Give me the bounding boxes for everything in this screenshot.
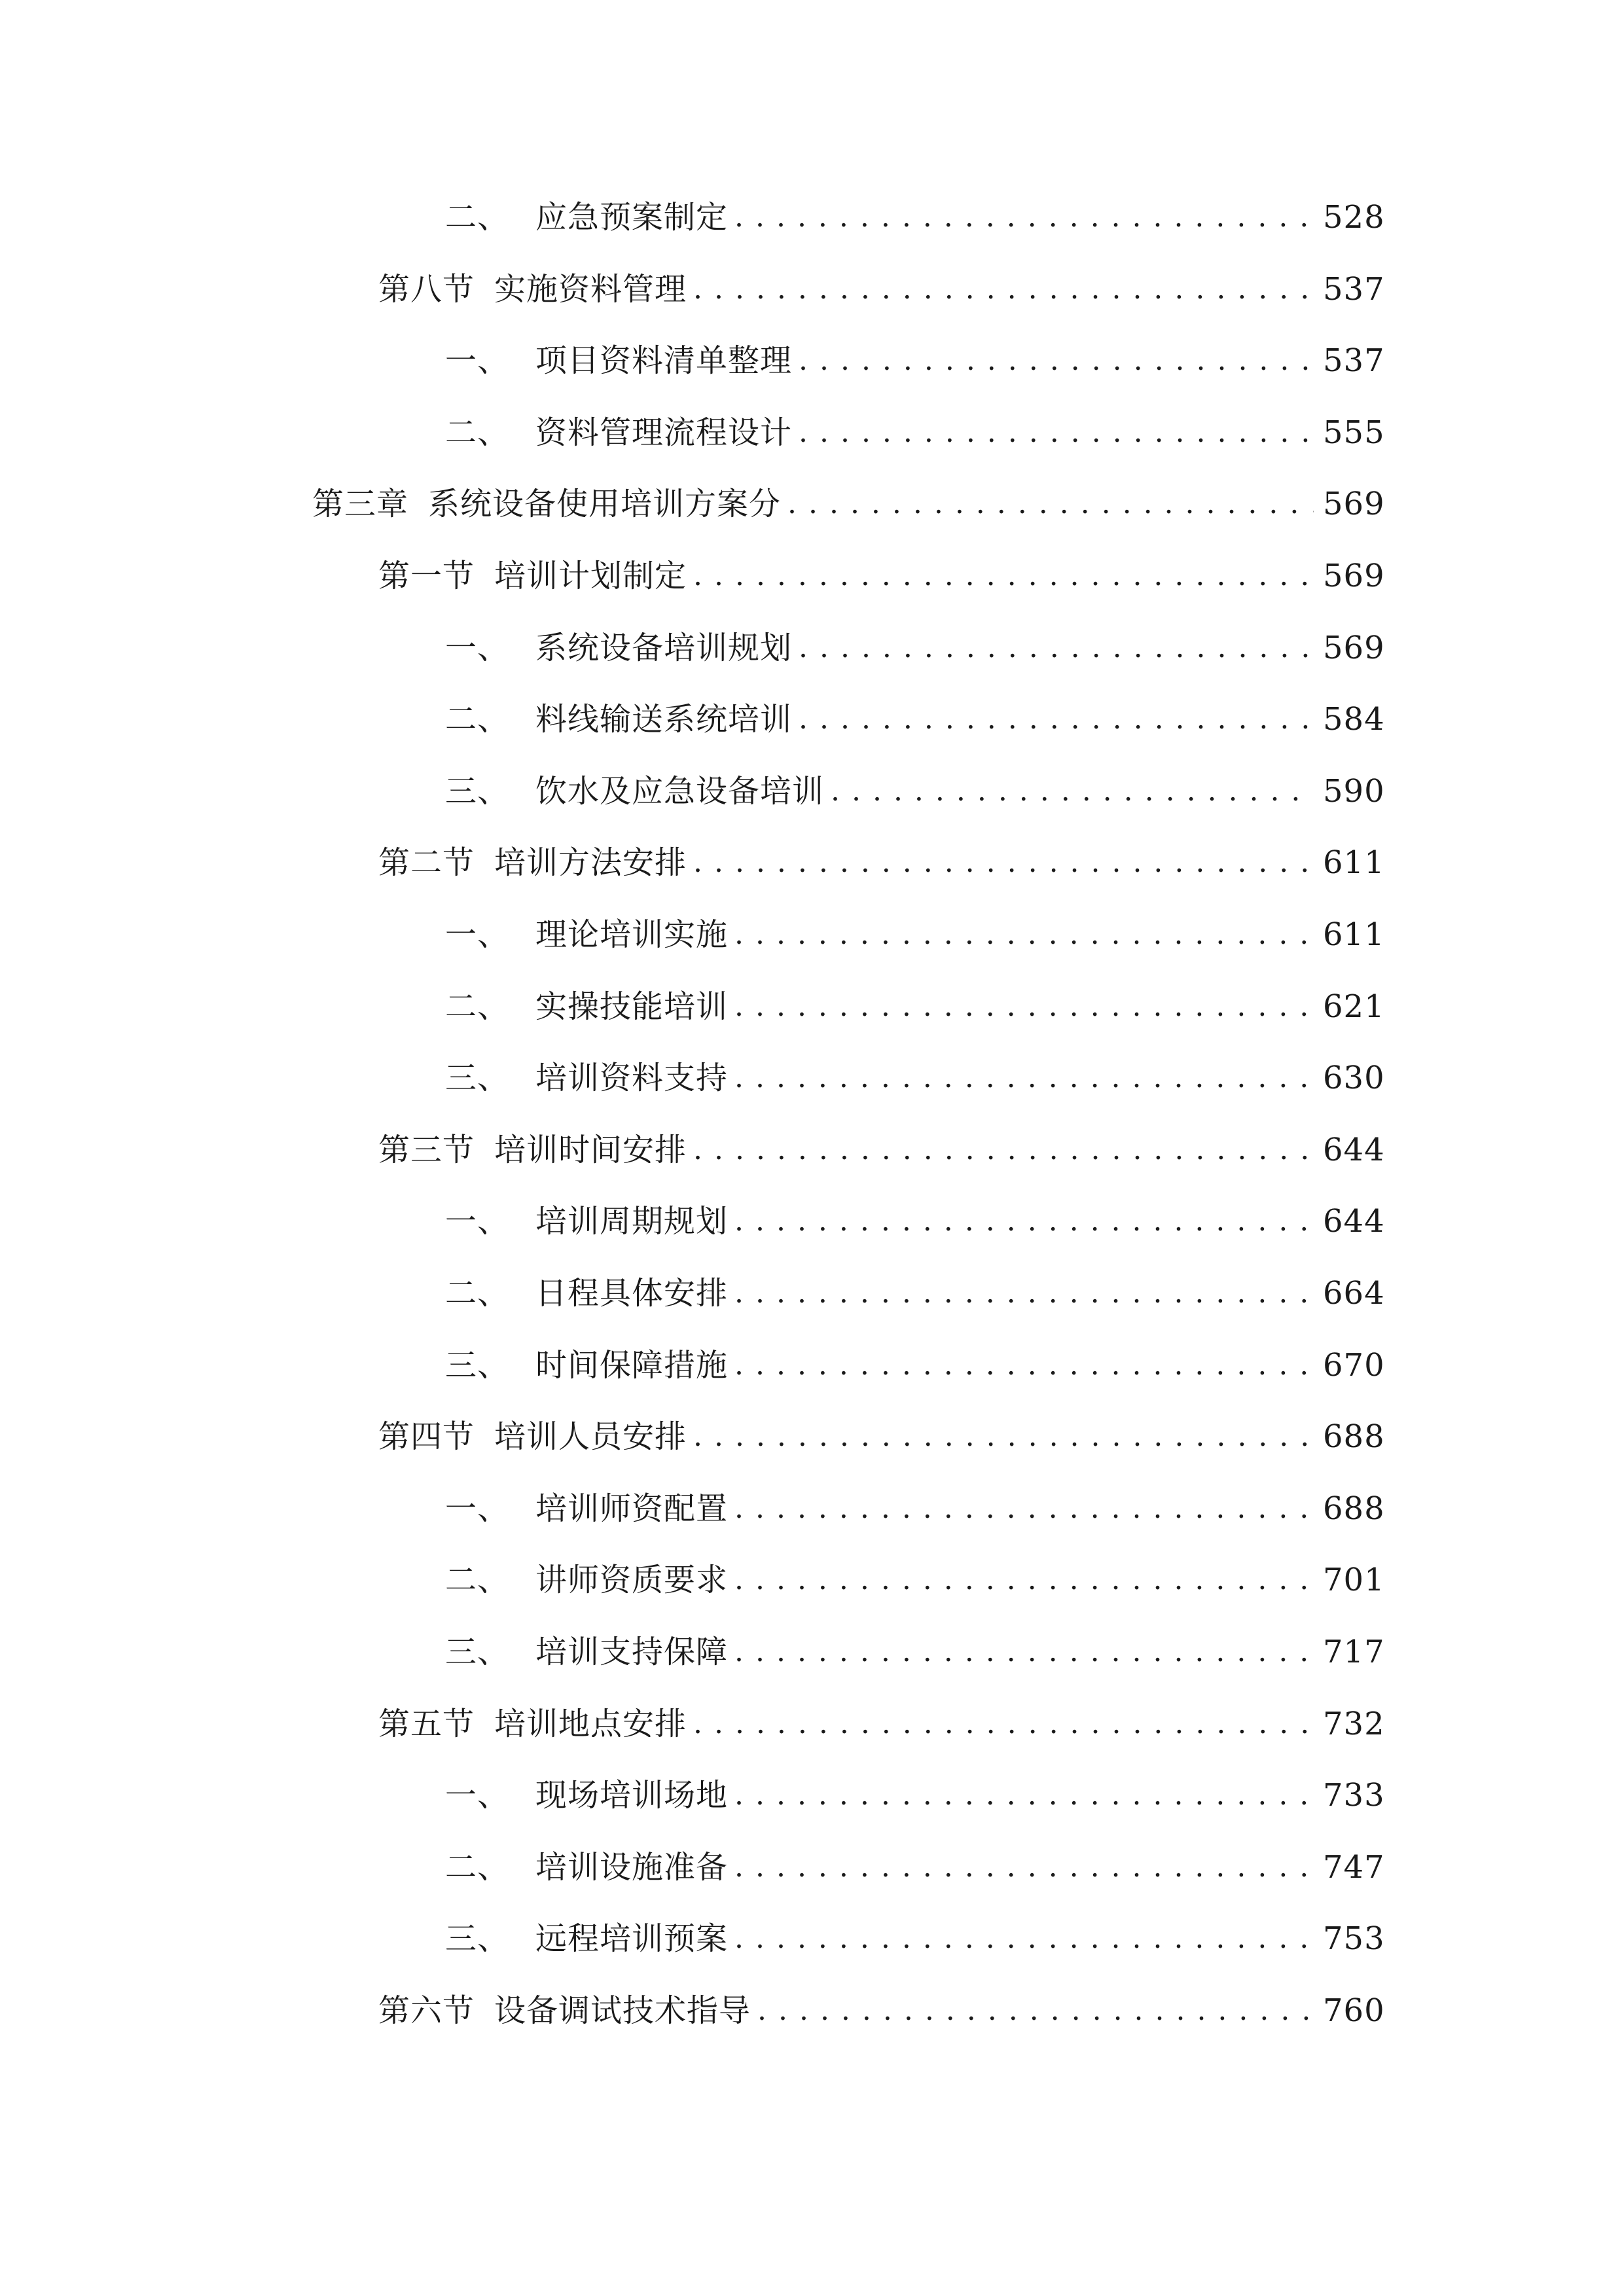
toc-entry-page-number: 569 [1323, 630, 1385, 666]
toc-entry-page-number: 528 [1323, 199, 1385, 236]
toc-entry[interactable] [378, 1124, 1385, 1176]
toc-entry-page-number: 630 [1323, 1060, 1385, 1096]
toc-entry-number: 二、 [445, 1275, 510, 1312]
toc-entry-title: 料线输送系统培训 [535, 701, 793, 738]
toc-entry-page-number: 644 [1323, 1203, 1385, 1240]
toc-entry-number: 一、 [445, 1203, 510, 1240]
toc-entry[interactable] [445, 334, 1385, 387]
toc-entry-number: 一、 [445, 630, 510, 666]
toc-dot-leader [734, 1052, 1314, 1104]
toc-dot-leader [831, 765, 1314, 817]
toc-entry-title: 培训周期规划 [535, 1203, 729, 1240]
toc-entry-title: 应急预案制定 [535, 199, 729, 236]
toc-entry[interactable] [445, 1339, 1385, 1391]
toc-dot-leader [693, 1698, 1314, 1750]
toc-entry-page-number: 584 [1323, 701, 1385, 738]
toc-entry-page-number: 688 [1323, 1490, 1385, 1527]
toc-entry-number: 三、 [445, 773, 510, 810]
toc-entry-page-number: 537 [1323, 342, 1385, 379]
toc-entry-title: 培训师资配置 [535, 1490, 729, 1527]
toc-entry-title: 实操技能培训 [535, 988, 729, 1025]
toc-dot-leader [693, 263, 1314, 315]
toc-entry-title: 系统设备使用培训方案分 [428, 486, 782, 522]
toc-dot-leader [734, 980, 1314, 1033]
toc-dot-leader [734, 1841, 1314, 1893]
toc-dot-leader [693, 836, 1314, 889]
toc-entry-number: 第三节 [378, 1132, 475, 1168]
toc-entry[interactable] [445, 622, 1385, 674]
toc-entry-number: 第八节 [378, 271, 475, 308]
toc-dot-leader [734, 1912, 1314, 1965]
toc-entry-title: 理论培训实施 [535, 916, 729, 953]
toc-entry-page-number: 733 [1323, 1777, 1385, 1814]
toc-entry-title: 培训地点安排 [494, 1706, 687, 1742]
toc-entry-page-number: 537 [1323, 271, 1385, 308]
toc-entry-title: 培训人员安排 [494, 1418, 687, 1455]
toc-entry[interactable] [378, 1410, 1385, 1463]
toc-entry-title: 培训计划制定 [494, 558, 687, 594]
toc-entry-page-number: 611 [1323, 844, 1385, 881]
toc-dot-leader [734, 1267, 1314, 1319]
toc-entry-number: 第五节 [378, 1706, 475, 1742]
toc-entry[interactable] [378, 836, 1385, 889]
toc-entry[interactable] [445, 1554, 1385, 1606]
toc-entry-number: 二、 [445, 1849, 510, 1886]
toc-entry-page-number: 753 [1323, 1920, 1385, 1957]
toc-entry-number: 二、 [445, 1562, 510, 1598]
toc-entry[interactable] [445, 980, 1385, 1033]
toc-entry[interactable] [445, 1267, 1385, 1319]
toc-entry-number: 一、 [445, 1777, 510, 1814]
toc-dot-leader [693, 550, 1314, 602]
toc-entry-title: 日程具体安排 [535, 1275, 729, 1312]
toc-dot-leader [734, 1339, 1314, 1391]
toc-dot-leader [734, 1482, 1314, 1535]
toc-entry-page-number: 590 [1323, 773, 1385, 810]
toc-entry-number: 第六节 [378, 1992, 475, 2029]
toc-entry-number: 第一节 [378, 558, 475, 594]
toc-entry-page-number: 732 [1323, 1706, 1385, 1742]
toc-entry-title: 系统设备培训规划 [535, 630, 793, 666]
toc-entry-number: 三、 [445, 1634, 510, 1670]
toc-entry-page-number: 611 [1323, 916, 1385, 953]
toc-entry[interactable] [378, 550, 1385, 602]
toc-entry-number: 二、 [445, 199, 510, 236]
toc-entry-number: 一、 [445, 916, 510, 953]
toc-entry-title: 实施资料管理 [494, 271, 687, 308]
toc-entry-title: 培训支持保障 [535, 1634, 729, 1670]
toc-entry-number: 第二节 [378, 844, 475, 881]
toc-entry[interactable] [445, 1912, 1385, 1965]
toc-entry-page-number: 664 [1323, 1275, 1385, 1312]
toc-entry-title: 资料管理流程设计 [535, 414, 793, 451]
toc-dot-leader [799, 622, 1314, 674]
toc-dot-leader [693, 1410, 1314, 1463]
toc-entry-title: 培训设施准备 [535, 1849, 729, 1886]
toc-entry-number: 三、 [445, 1060, 510, 1096]
toc-entry-title: 培训方法安排 [494, 844, 687, 881]
toc-entry-page-number: 701 [1323, 1562, 1385, 1598]
toc-entry[interactable] [445, 406, 1385, 459]
toc-entry-page-number: 569 [1323, 558, 1385, 594]
toc-dot-leader [734, 908, 1314, 961]
toc-entry-page-number: 569 [1323, 486, 1385, 522]
toc-entry-number: 一、 [445, 1490, 510, 1527]
toc-entry[interactable] [445, 1482, 1385, 1535]
toc-dot-leader [799, 693, 1314, 745]
toc-entry[interactable] [445, 1195, 1385, 1247]
toc-entry[interactable] [445, 693, 1385, 745]
toc-entry[interactable] [445, 191, 1385, 243]
toc-entry[interactable] [445, 1052, 1385, 1104]
toc-entry-page-number: 555 [1323, 414, 1385, 451]
toc-entry-number: 三、 [445, 1347, 510, 1384]
toc-entry[interactable] [378, 1984, 1385, 2037]
toc-dot-leader [799, 406, 1314, 459]
toc-entry[interactable] [312, 478, 1385, 530]
toc-entry-page-number: 621 [1323, 988, 1385, 1025]
toc-entry-number: 二、 [445, 988, 510, 1025]
toc-entry-number: 第三章 [312, 486, 409, 522]
toc-dot-leader [734, 1195, 1314, 1247]
toc-entry[interactable] [445, 908, 1385, 961]
toc-dot-leader [693, 1124, 1314, 1176]
toc-dot-leader [734, 1554, 1314, 1606]
toc-entry-number: 二、 [445, 701, 510, 738]
toc-entry-title: 现场培训场地 [535, 1777, 729, 1814]
toc-entry-title: 培训时间安排 [494, 1132, 687, 1168]
toc-entry-page-number: 688 [1323, 1418, 1385, 1455]
toc-entry-title: 远程培训预案 [535, 1920, 729, 1957]
toc-entry-title: 时间保障措施 [535, 1347, 729, 1384]
toc-entry-number: 二、 [445, 414, 510, 451]
toc-entry-page-number: 760 [1323, 1992, 1385, 2029]
toc-entry[interactable] [445, 1626, 1385, 1678]
toc-dot-leader [787, 478, 1314, 530]
toc-entry-page-number: 717 [1323, 1634, 1385, 1670]
toc-dot-leader [734, 1626, 1314, 1678]
toc-entry-title: 设备调试技术指导 [494, 1992, 751, 2029]
toc-entry-title: 饮水及应急设备培训 [535, 773, 825, 810]
toc-dot-leader [757, 1984, 1314, 2037]
toc-dot-leader [734, 191, 1314, 243]
toc-entry-number: 一、 [445, 342, 510, 379]
toc-entry-page-number: 670 [1323, 1347, 1385, 1384]
toc-entry-title: 培训资料支持 [535, 1060, 729, 1096]
toc-entry[interactable] [445, 1769, 1385, 1821]
toc-entry-page-number: 747 [1323, 1849, 1385, 1886]
toc-entry[interactable] [378, 1698, 1385, 1750]
toc-entry-number: 三、 [445, 1920, 510, 1957]
toc-entry-title: 讲师资质要求 [535, 1562, 729, 1598]
toc-entry[interactable] [378, 263, 1385, 315]
toc-entry-title: 项目资料清单整理 [535, 342, 793, 379]
toc-entry-page-number: 644 [1323, 1132, 1385, 1168]
toc-dot-leader [734, 1769, 1314, 1821]
toc-entry-number: 第四节 [378, 1418, 475, 1455]
toc-entry[interactable] [445, 1841, 1385, 1893]
toc-entry[interactable] [445, 765, 1385, 817]
toc-dot-leader [799, 334, 1314, 387]
